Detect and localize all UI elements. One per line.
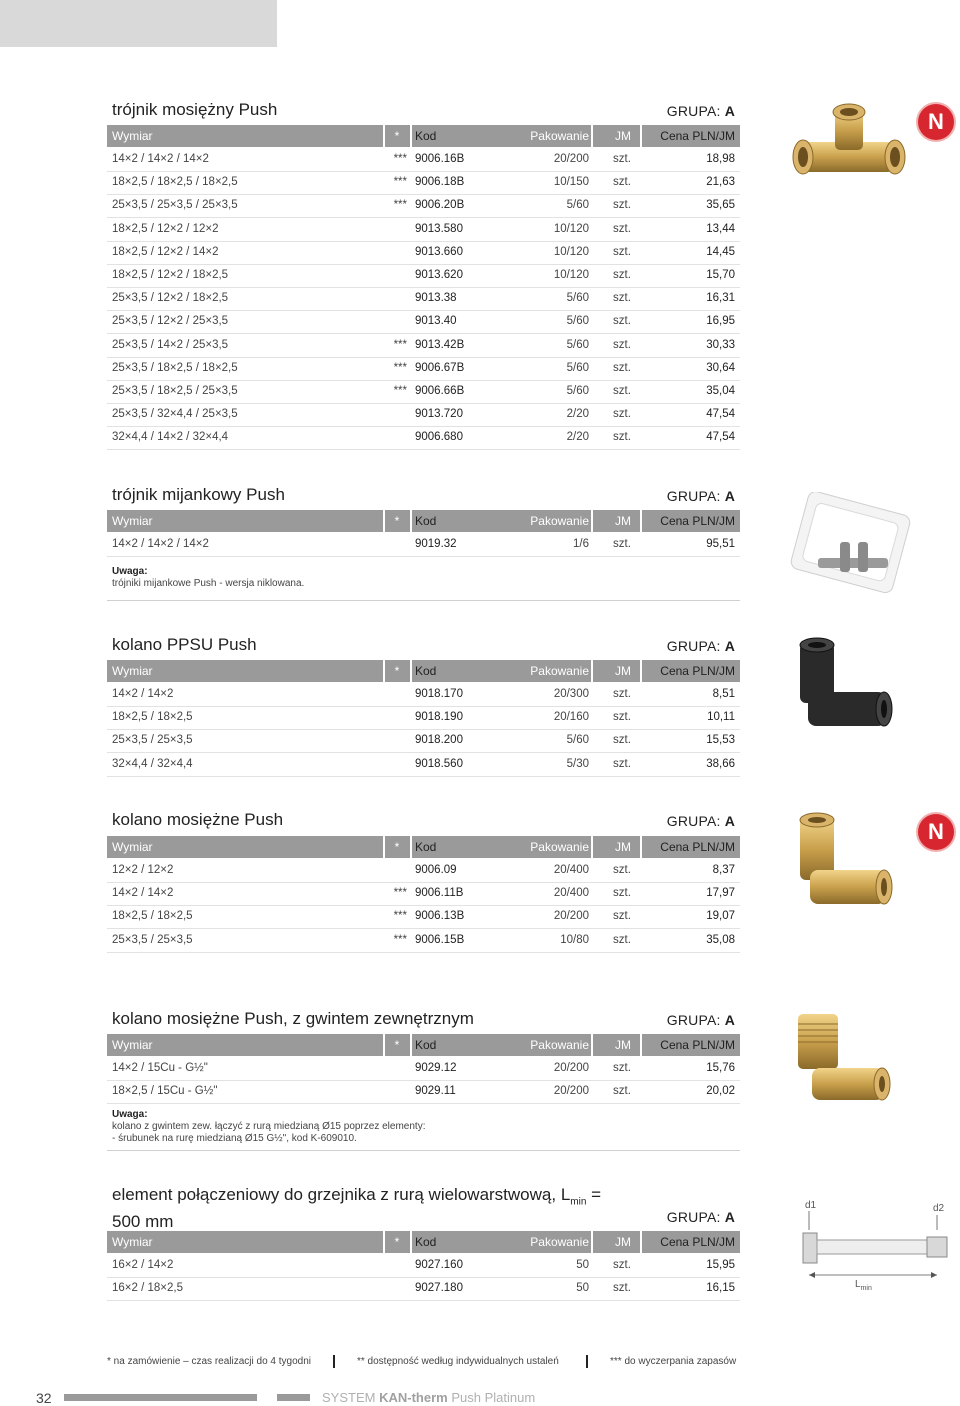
table-row — [107, 882, 740, 906]
col-wymiar: Wymiar — [112, 840, 153, 854]
cell-wymiar: 18×2,5 / 18×2,5 — [112, 910, 193, 923]
cell-pakowanie: 5/60 — [566, 315, 589, 328]
cell-pakowanie: 20/200 — [553, 1085, 589, 1098]
cell-star — [387, 218, 407, 241]
cell-wymiar: 25×3,5 / 12×2 / 25×3,5 — [112, 315, 229, 328]
cell-wymiar: 14×2 / 15Cu - G½" — [112, 1062, 208, 1074]
cell-jm: szt. — [613, 910, 631, 923]
col-kod: Kod — [415, 1235, 437, 1249]
cell-jm: szt. — [613, 315, 631, 328]
table-row — [107, 264, 740, 288]
table-row — [107, 287, 740, 311]
cell-wymiar: 25×3,5 / 25×3,5 / 25×3,5 — [112, 199, 238, 212]
connection-element-diagram — [795, 1195, 955, 1295]
cell-jm: szt. — [613, 292, 631, 305]
cell-star — [387, 287, 407, 310]
cell-star: *** — [393, 199, 407, 212]
cell-kod: 9006.13B — [415, 910, 465, 923]
cell-kod: 9006.11B — [415, 887, 464, 900]
cell-cena: 19,07 — [706, 910, 735, 923]
cell-cena: 21,63 — [706, 176, 735, 189]
cell-star — [387, 403, 407, 426]
cell-jm: szt. — [613, 199, 631, 212]
cell-wymiar: 18×2,5 / 12×2 / 14×2 — [112, 245, 219, 258]
cell-pakowanie: 10/120 — [553, 269, 589, 281]
cell-cena: 35,04 — [706, 385, 735, 397]
cell-cena: 8,51 — [712, 688, 735, 700]
section-title: trójnik mosiężny Push — [112, 100, 278, 119]
cell-jm: szt. — [613, 933, 631, 946]
cell-pakowanie: 5/60 — [566, 385, 589, 397]
section-title: kolano PPSU Push — [112, 635, 257, 654]
cell-star: *** — [393, 887, 407, 900]
section-title: element połączeniowy do grzejnika z rurą wielowarstwową, $L_{min}$ = 500 mm — [112, 1185, 602, 1232]
cell-cena: 38,66 — [706, 757, 735, 770]
col-cena: Cena PLN/JM — [660, 129, 735, 143]
section-title: trójnik mijankowy Push — [112, 485, 285, 504]
cell-cena: 10,11 — [707, 711, 735, 724]
cell-jm: szt. — [613, 1062, 631, 1074]
cell-star — [387, 1057, 407, 1080]
cell-star: *** — [393, 910, 407, 923]
cell-star — [387, 1277, 407, 1300]
table-row — [107, 859, 740, 883]
cell-star — [387, 426, 407, 449]
cell-star — [387, 706, 407, 729]
table-row — [107, 905, 740, 929]
cell-pakowanie: 20/400 — [553, 864, 589, 876]
cell-pakowanie: 5/60 — [566, 734, 589, 747]
table-header — [107, 660, 740, 682]
cell-kod: 9006.18B — [415, 176, 465, 189]
cell-wymiar: 32×4,4 / 32×4,4 — [112, 757, 193, 770]
cell-pakowanie: 20/400 — [553, 887, 589, 900]
cell-cena: 15,53 — [706, 734, 735, 747]
cell-jm: szt. — [613, 222, 631, 235]
cell-jm: szt. — [613, 338, 631, 351]
cell-jm: szt. — [613, 408, 631, 421]
col-cena: Cena PLN/JM — [660, 840, 735, 854]
cell-jm: szt. — [613, 1282, 631, 1295]
cell-cena: 17,97 — [706, 887, 735, 900]
cell-star — [387, 729, 407, 752]
cell-kod: 9006.09 — [415, 864, 457, 876]
col-kod: Kod — [415, 840, 437, 854]
note-label: Uwaga: — [112, 566, 148, 577]
cell-jm: szt. — [613, 538, 631, 550]
cell-cena: 47,54 — [706, 408, 735, 421]
cell-wymiar: 25×3,5 / 18×2,5 / 18×2,5 — [112, 361, 238, 374]
cell-pakowanie: 10/80 — [560, 933, 589, 946]
cell-jm: szt. — [613, 153, 631, 165]
cell-wymiar: 18×2,5 / 12×2 / 12×2 — [112, 222, 219, 235]
note-line: kolano z gwintem zew. łączyć z rurą miedzianą Ø15 poprzez elementy: — [112, 1121, 426, 1132]
table-row — [107, 929, 740, 953]
cell-cena: 35,08 — [706, 933, 735, 946]
col-cena: Cena PLN/JM — [660, 1235, 735, 1249]
cell-kod: 9027.160 — [415, 1259, 463, 1271]
diagram-label-lmin: $L_{min}$ — [855, 1279, 872, 1292]
cell-pakowanie: 10/150 — [553, 176, 589, 189]
col-jm: JM — [615, 1038, 631, 1052]
cell-star — [387, 753, 407, 776]
cell-kod: 9013.720 — [415, 408, 463, 421]
col-jm: JM — [615, 840, 631, 854]
table-row — [107, 753, 740, 777]
cell-cena: 15,76 — [706, 1062, 735, 1074]
table-header — [107, 836, 740, 858]
col-star: * — [394, 1235, 400, 1249]
new-badge-icon: N — [918, 814, 954, 850]
table-row — [107, 729, 740, 753]
grupa-label: GRUPA: A — [666, 1209, 735, 1225]
cell-pakowanie: 50 — [576, 1282, 589, 1295]
cell-wymiar: 14×2 / 14×2 / 14×2 — [112, 153, 209, 165]
footer-note-1: * na zamówienie – czas realizacji do 4 tygodni — [107, 1356, 311, 1367]
cell-pakowanie: 5/60 — [566, 292, 589, 305]
footer-separator — [586, 1355, 588, 1368]
cell-cena: 30,64 — [706, 361, 735, 374]
table-row — [107, 1277, 740, 1301]
col-wymiar: Wymiar — [112, 129, 153, 143]
cell-cena: 8,37 — [712, 864, 735, 876]
cell-star — [387, 264, 407, 287]
cell-wymiar: 14×2 / 14×2 / 14×2 — [112, 538, 209, 550]
cell-kod: 9018.190 — [415, 711, 463, 724]
cell-pakowanie: 20/160 — [553, 711, 589, 724]
cell-wymiar: 25×3,5 / 12×2 / 18×2,5 — [112, 292, 229, 305]
cell-cena: 30,33 — [706, 338, 735, 351]
cell-wymiar: 12×2 / 12×2 — [112, 864, 174, 876]
col-kod: Kod — [415, 514, 437, 528]
cell-jm: szt. — [613, 864, 631, 876]
diagram-label-d1: d1 — [805, 1200, 817, 1211]
cell-cena: 18,98 — [706, 153, 735, 165]
table-row — [107, 171, 740, 195]
cell-kod: 9006.15B — [415, 933, 465, 946]
cell-pakowanie: 20/300 — [553, 688, 589, 700]
col-wymiar: Wymiar — [112, 514, 153, 528]
cell-kod: 9019.32 — [415, 538, 457, 550]
cell-star: *** — [393, 153, 407, 165]
threaded-elbow-image — [788, 1010, 898, 1120]
brass-tee-image — [785, 102, 915, 212]
cell-pakowanie: 5/60 — [566, 361, 589, 374]
footer-note-2: ** dostępność według indywidualnych ustaleń — [357, 1356, 559, 1367]
cell-kod: 9013.620 — [415, 269, 463, 281]
footer-brand: SYSTEM KAN-therm Push Platinum — [322, 1390, 536, 1405]
table-header — [107, 510, 740, 532]
cell-kod: 9006.20B — [415, 199, 465, 212]
cell-pakowanie: 5/60 — [566, 338, 589, 351]
cell-star: *** — [393, 933, 407, 946]
cell-kod: 9029.12 — [415, 1062, 457, 1074]
cell-star: *** — [393, 385, 407, 397]
cell-star — [387, 533, 407, 556]
col-cena: Cena PLN/JM — [660, 664, 735, 678]
col-cena: Cena PLN/JM — [660, 514, 735, 528]
ppsu-elbow-image — [788, 637, 898, 747]
cell-cena: 35,65 — [706, 199, 735, 212]
cell-wymiar: 25×3,5 / 32×4,4 / 25×3,5 — [112, 408, 238, 421]
note-label: Uwaga: — [112, 1109, 148, 1120]
table-row — [107, 683, 740, 707]
col-cena: Cena PLN/JM — [660, 1038, 735, 1052]
cell-jm: szt. — [613, 711, 631, 724]
col-star: * — [394, 664, 400, 678]
col-kod: Kod — [415, 1038, 437, 1052]
cell-jm: szt. — [613, 1259, 631, 1271]
cell-wymiar: 32×4,4 / 14×2 / 32×4,4 — [112, 431, 229, 444]
cell-jm: szt. — [613, 361, 631, 374]
table-row — [107, 1254, 740, 1278]
cell-kod: 9013.42B — [415, 338, 465, 351]
section-rule — [107, 600, 740, 601]
cell-jm: szt. — [613, 431, 631, 444]
cell-jm: szt. — [613, 176, 631, 189]
cell-pakowanie: 10/120 — [553, 222, 589, 235]
col-pakowanie: Pakowanie — [530, 1235, 589, 1249]
cell-pakowanie: 5/30 — [566, 757, 589, 770]
col-jm: JM — [615, 514, 631, 528]
cell-kod: 9018.200 — [415, 734, 463, 747]
cell-cena: 16,95 — [706, 315, 735, 328]
cell-kod: 9013.580 — [415, 222, 463, 235]
cell-wymiar: 25×3,5 / 25×3,5 — [112, 933, 193, 946]
table-row — [107, 218, 740, 242]
table-row — [107, 380, 740, 404]
col-pakowanie: Pakowanie — [530, 664, 589, 678]
footer-note-3: *** do wyczerpania zapasów — [610, 1356, 737, 1367]
cell-jm: szt. — [613, 245, 631, 258]
cell-wymiar: 18×2,5 / 15Cu - G½" — [112, 1085, 218, 1098]
cell-star — [387, 859, 407, 882]
cell-wymiar: 18×2,5 / 18×2,5 — [112, 711, 193, 724]
col-jm: JM — [615, 129, 631, 143]
cell-wymiar: 25×3,5 / 18×2,5 / 25×3,5 — [112, 385, 238, 397]
table-row — [107, 426, 740, 450]
cell-jm: szt. — [613, 887, 631, 900]
cell-kod: 9027.180 — [415, 1282, 463, 1295]
col-jm: JM — [615, 1235, 631, 1249]
cell-cena: 13,44 — [706, 222, 735, 235]
cell-kod: 9006.680 — [415, 431, 463, 444]
cell-pakowanie: 5/60 — [566, 199, 589, 212]
cell-star — [387, 310, 407, 333]
cell-pakowanie: 10/120 — [553, 245, 589, 258]
table-row — [107, 403, 740, 427]
cell-wymiar: 18×2,5 / 18×2,5 / 18×2,5 — [112, 176, 238, 189]
table-row — [107, 334, 740, 358]
cell-pakowanie: 20/200 — [553, 1062, 589, 1074]
footer-bar — [277, 1394, 310, 1401]
section-title: kolano mosiężne Push, z gwintem zewnętrznym — [112, 1009, 474, 1028]
cell-wymiar: 25×3,5 / 14×2 / 25×3,5 — [112, 338, 229, 351]
cell-cena: 15,70 — [706, 269, 735, 281]
page-number: 32 — [36, 1390, 52, 1406]
cell-star — [387, 1080, 407, 1103]
cell-cena: 95,51 — [706, 538, 735, 550]
cell-cena: 16,15 — [706, 1282, 735, 1295]
col-star: * — [394, 129, 400, 143]
col-pakowanie: Pakowanie — [530, 129, 589, 143]
cell-jm: szt. — [613, 385, 631, 397]
cell-pakowanie: 20/200 — [553, 153, 589, 165]
col-pakowanie: Pakowanie — [530, 1038, 589, 1052]
cell-star — [387, 683, 407, 706]
cell-cena: 47,54 — [706, 431, 735, 444]
cell-pakowanie: 1/6 — [573, 538, 589, 550]
col-star: * — [394, 840, 400, 854]
col-pakowanie: Pakowanie — [530, 840, 589, 854]
cell-cena: 20,02 — [706, 1085, 735, 1098]
brass-elbow-image — [788, 812, 898, 922]
cell-jm: szt. — [613, 757, 631, 770]
cell-kod: 9006.66B — [415, 385, 465, 397]
table-row — [107, 706, 740, 730]
col-star: * — [394, 514, 400, 528]
cell-kod: 9013.38 — [415, 292, 457, 305]
col-kod: Kod — [415, 129, 437, 143]
table-header — [107, 125, 740, 147]
col-wymiar: Wymiar — [112, 664, 153, 678]
col-pakowanie: Pakowanie — [530, 514, 589, 528]
cell-wymiar: 14×2 / 14×2 — [112, 688, 174, 700]
table-row — [107, 148, 740, 172]
section-rule — [107, 1150, 740, 1151]
diagram-label-d2: d2 — [933, 1203, 945, 1214]
top-grey-tab — [0, 0, 277, 47]
cell-star — [387, 1254, 407, 1277]
cell-jm: szt. — [613, 688, 631, 700]
cell-jm: szt. — [613, 1085, 631, 1098]
cell-cena: 15,95 — [706, 1259, 735, 1271]
cell-star — [387, 241, 407, 264]
cell-cena: 16,31 — [706, 292, 735, 305]
note — [112, 1109, 425, 1145]
grupa-label: GRUPA: A — [666, 638, 735, 654]
table-header — [107, 1231, 740, 1253]
col-star: * — [394, 1038, 400, 1052]
cell-pakowanie: 50 — [576, 1259, 589, 1271]
cell-pakowanie: 2/20 — [566, 408, 589, 421]
col-wymiar: Wymiar — [112, 1038, 153, 1052]
cell-wymiar: 16×2 / 14×2 — [112, 1259, 174, 1271]
table-row — [107, 194, 740, 218]
footer-bar — [64, 1394, 257, 1401]
cell-wymiar: 25×3,5 / 25×3,5 — [112, 734, 193, 747]
cell-kod: 9006.67B — [415, 361, 465, 374]
table-row — [107, 533, 740, 557]
section-title: kolano mosiężne Push — [112, 810, 284, 829]
table-row — [107, 241, 740, 265]
table-header — [107, 1034, 740, 1056]
cell-star: *** — [393, 338, 407, 351]
col-kod: Kod — [415, 664, 437, 678]
grupa-label: GRUPA: A — [666, 813, 735, 829]
cell-kod: 9013.660 — [415, 245, 463, 258]
note-line: - śrubunek na rurę miedzianą Ø15 G½", kod K-609010. — [112, 1133, 357, 1144]
cell-wymiar: 14×2 / 14×2 — [112, 887, 174, 900]
table-row — [107, 357, 740, 381]
cell-kod: 9029.11 — [415, 1085, 456, 1098]
cell-wymiar: 18×2,5 / 12×2 / 18×2,5 — [112, 269, 229, 281]
col-jm: JM — [615, 664, 631, 678]
note — [112, 566, 304, 590]
grupa-label: GRUPA: A — [666, 488, 735, 504]
cell-kod: 9018.560 — [415, 757, 463, 770]
table-row — [107, 310, 740, 334]
cell-star: *** — [393, 176, 407, 189]
col-wymiar: Wymiar — [112, 1235, 153, 1249]
grupa-label: GRUPA: A — [666, 103, 735, 119]
cell-kod: 9013.40 — [415, 315, 457, 328]
cell-kod: 9018.170 — [415, 688, 463, 700]
cell-jm: szt. — [613, 734, 631, 747]
table-row — [107, 1057, 740, 1081]
note-line: trójniki mijankowe Push - wersja niklowana. — [112, 578, 305, 589]
grupa-label: GRUPA: A — [666, 1012, 735, 1028]
cell-kod: 9006.16B — [415, 153, 465, 165]
cell-pakowanie: 2/20 — [566, 431, 589, 444]
footer-separator — [333, 1355, 335, 1368]
new-badge-icon: N — [918, 104, 954, 140]
cell-cena: 14,45 — [706, 245, 735, 258]
cell-wymiar: 16×2 / 18×2,5 — [112, 1282, 183, 1295]
mijankowy-tee-image — [788, 492, 918, 602]
table-row — [107, 1080, 740, 1104]
cell-star: *** — [393, 361, 407, 374]
cell-pakowanie: 20/200 — [553, 910, 589, 923]
cell-jm: szt. — [613, 269, 631, 281]
